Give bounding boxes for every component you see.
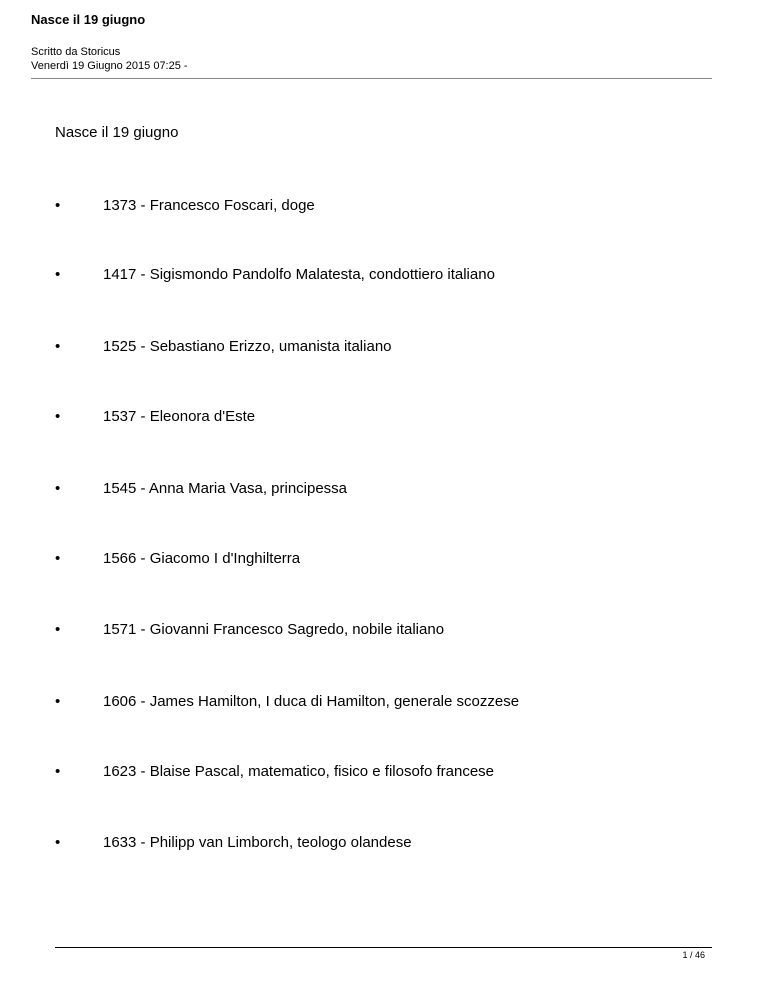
page-number: 1 / 46: [682, 950, 705, 960]
footer-divider: [55, 947, 712, 948]
list-item: [0, 620, 768, 640]
list-item-text: 1633 - Philipp van Limborch, teologo olandese: [103, 834, 412, 851]
list-item-text: 1566 - Giacomo I d'Inghilterra: [103, 550, 301, 567]
list-item-text: 1545 - Anna Maria Vasa, principessa: [103, 480, 348, 497]
list-item-text: 1525 - Sebastiano Erizzo, umanista italiano: [103, 338, 392, 355]
bullet-icon: •: [55, 266, 61, 283]
list-item: [0, 549, 768, 569]
list-item-text: 1606 - James Hamilton, I duca di Hamilton, generale scozzese: [103, 693, 520, 710]
bullet-icon: •: [55, 550, 61, 567]
list-item: [0, 265, 768, 285]
bullet-icon: •: [55, 621, 61, 638]
list-item: [0, 479, 768, 499]
list-item-text: 1537 - Eleonora d'Este: [103, 408, 256, 425]
list-item: [0, 762, 768, 782]
bullet-icon: •: [55, 693, 61, 710]
list-item-text: 1571 - Giovanni Francesco Sagredo, nobile italiano: [103, 621, 445, 638]
bullet-icon: •: [55, 197, 61, 214]
list-item: [0, 833, 768, 853]
list-item-text: 1417 - Sigismondo Pandolfo Malatesta, condottiero italiano: [103, 266, 495, 283]
bullet-icon: •: [55, 834, 61, 851]
header-divider: [31, 78, 712, 79]
list-item: [0, 692, 768, 712]
author-line: Scritto da Storicus: [31, 46, 121, 58]
bullet-icon: •: [55, 480, 61, 497]
bullet-icon: •: [55, 763, 61, 780]
bullet-icon: •: [55, 338, 61, 355]
date-line: Venerdì 19 Giugno 2015 07:25 -: [31, 60, 188, 72]
bullet-icon: •: [55, 408, 61, 425]
document-title: Nasce il 19 giugno: [31, 12, 146, 27]
list-item-text: 1373 - Francesco Foscari, doge: [103, 197, 315, 214]
list-item: [0, 337, 768, 357]
list-item-text: 1623 - Blaise Pascal, matematico, fisico e filosofo francese: [103, 763, 495, 780]
list-item: [0, 196, 768, 216]
list-item: [0, 407, 768, 427]
article-title: Nasce il 19 giugno: [55, 124, 179, 141]
